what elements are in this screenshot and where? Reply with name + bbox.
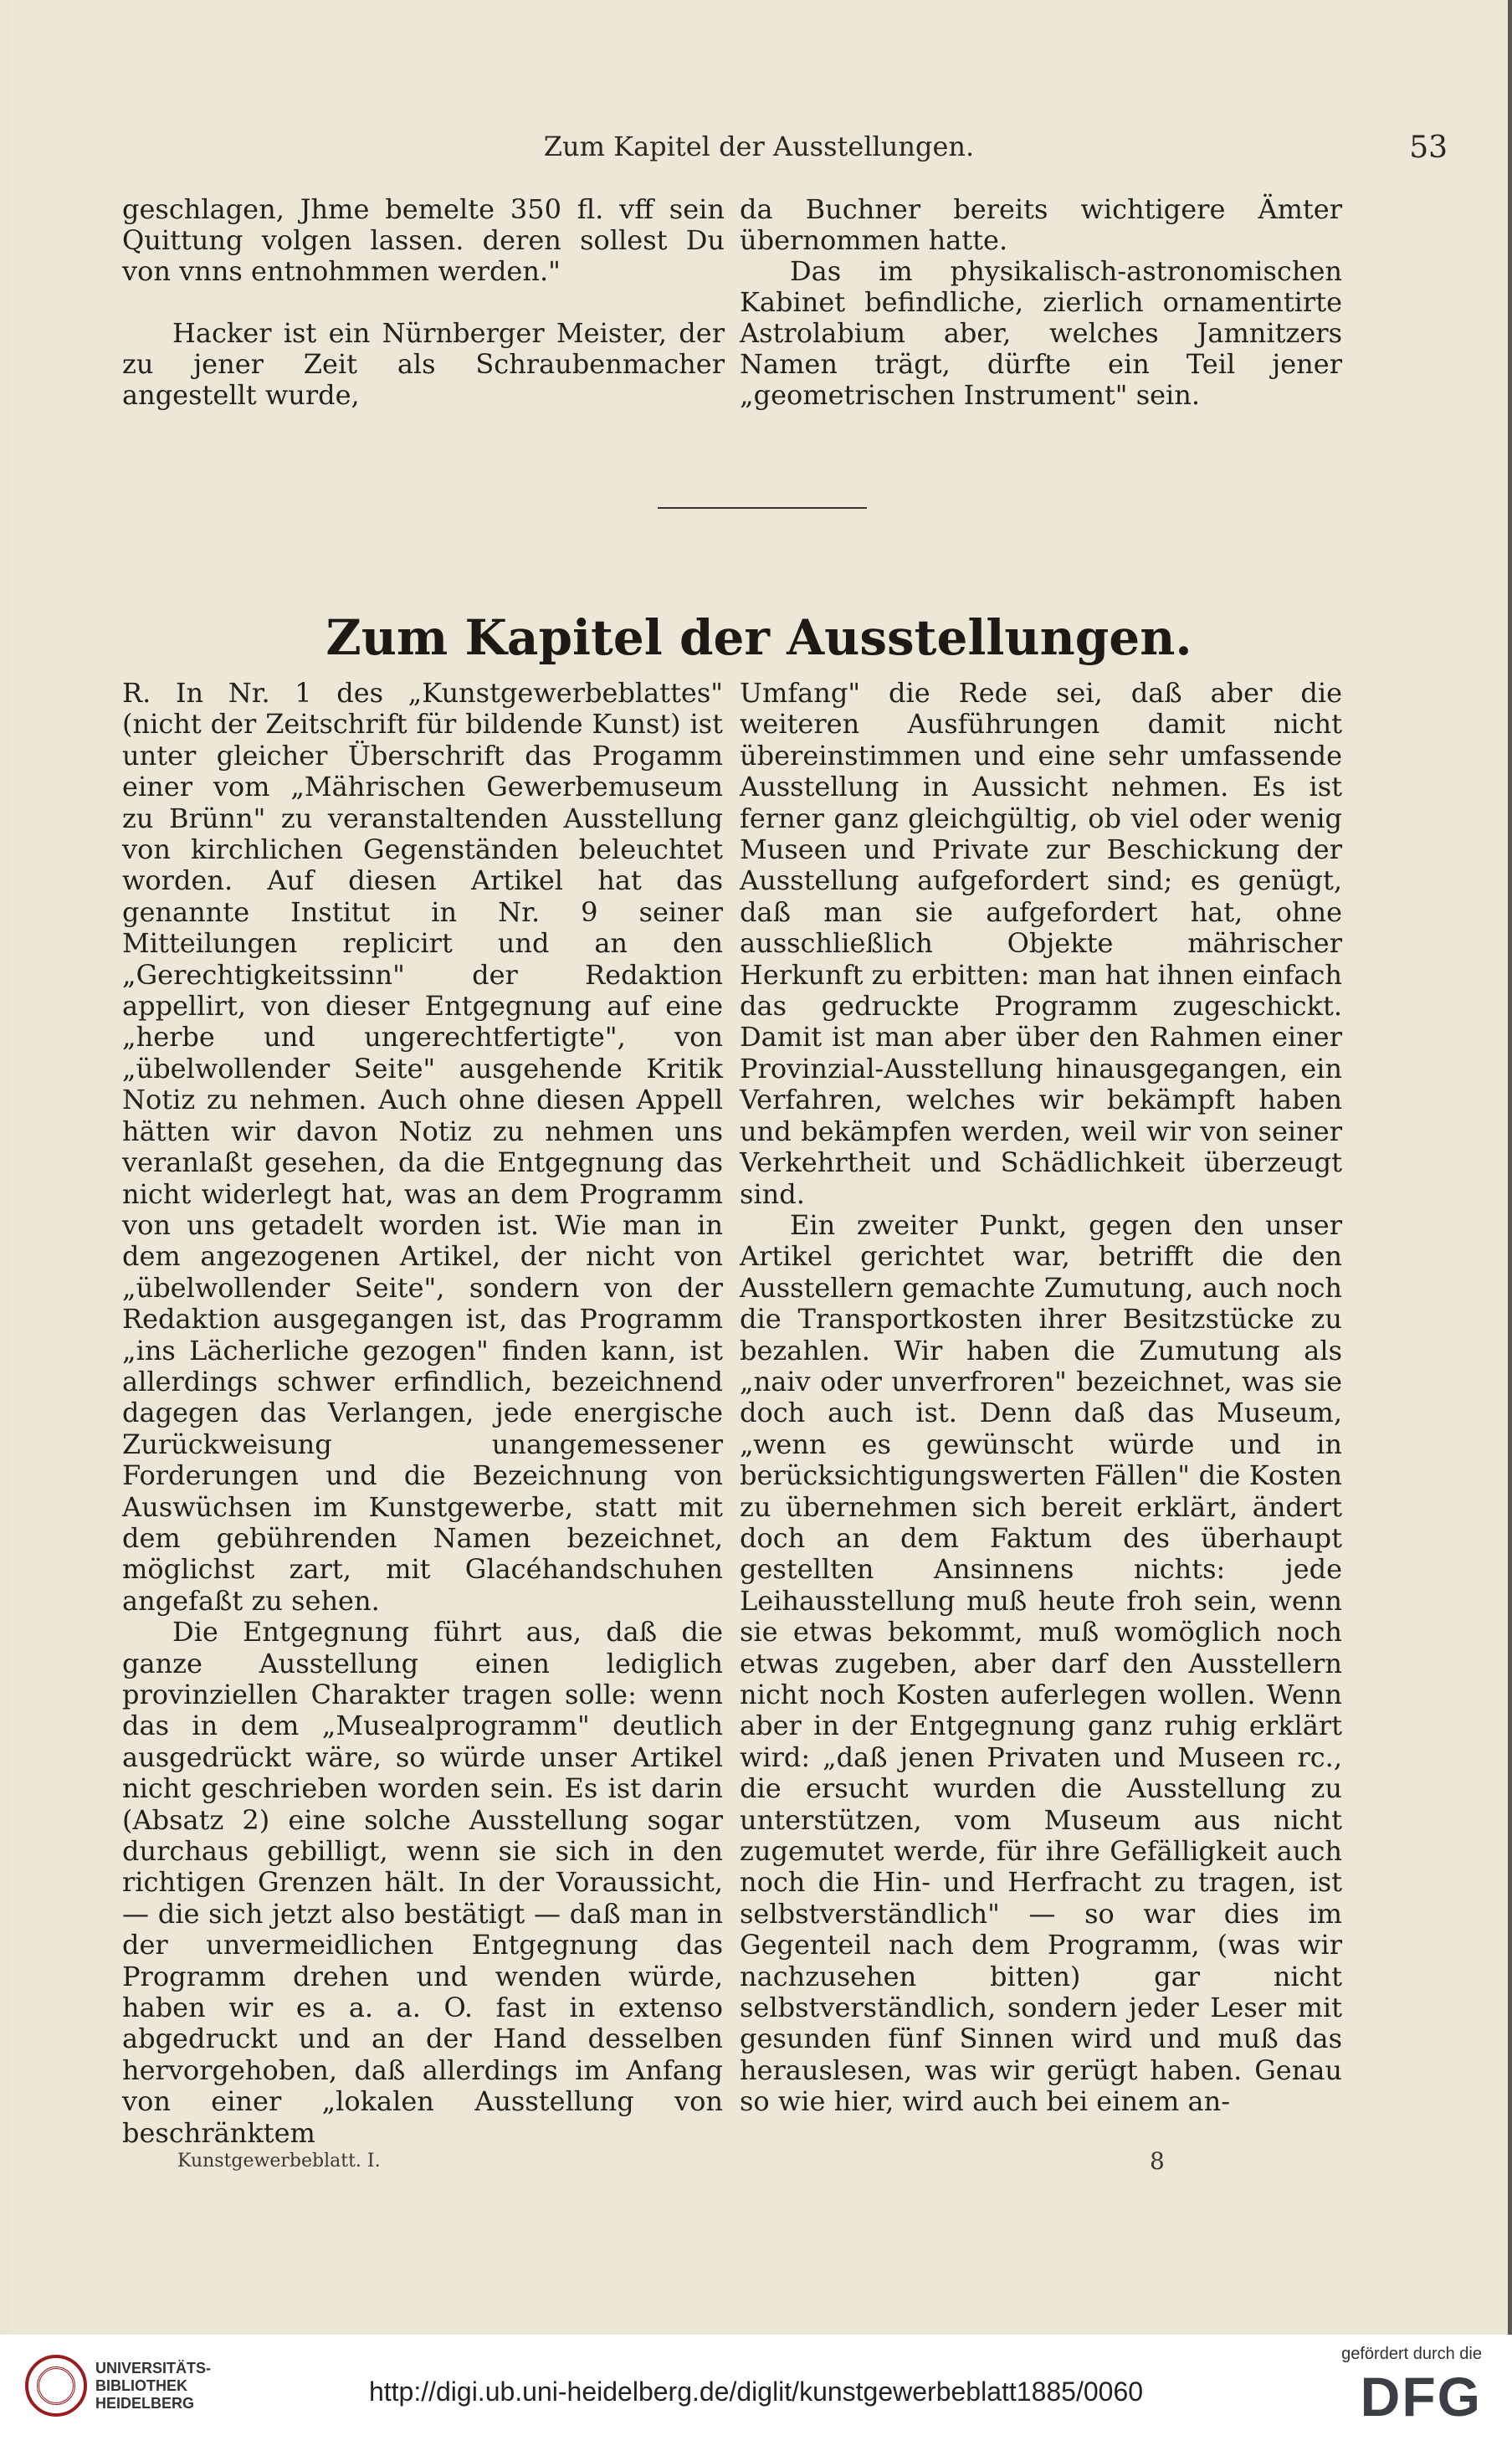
paragraph: Das im physikalisch-astronomischen Kabinet befindliche, zierlich ornamentirte Astrolabium aber, welches Jamnitzers Namen trägt, dürfte ein Teil jener „geometrischen Instrument" sein. bbox=[740, 255, 1342, 411]
paragraph: Die Entgegnung führt aus, daß die ganze Ausstellung einen lediglich provinziellen Charakter tragen solle: wenn das in dem „Musealprogramm" deutlich ausgedrückt wäre, so würde unser Artikel nicht geschrieben worden sein. Es ist darin (Absatz 2) eine solche Ausstellung sogar durchaus gebilligt, wenn sie sich in den richtigen Grenzen hält. In der Voraussicht, — die sich jetzt also bestätigt — daß man in der unvermeidlichen Entgegnung das Programm drehen und wenden würde, haben wir es a. a. O. fast in extenso abgedruckt und an der Hand desselben hervorgehoben, daß allerdings im Anfang von einer „lokalen Ausstellung von beschränktem bbox=[122, 1616, 723, 2149]
funding-label: gefördert durch die bbox=[1341, 2345, 1482, 2363]
paragraph: geschlagen, Jhme bemelte 350 fl. vff sein Quittung volgen lassen. deren sollest Du von vnns entnohmmen werden." bbox=[122, 193, 725, 287]
viewer-footer-bar bbox=[0, 2335, 1512, 2456]
dfg-logo[interactable]: DFG bbox=[1360, 2366, 1482, 2428]
journal-footer: Kunstgewerbeblatt. I. bbox=[177, 2151, 381, 2171]
paragraph: R. In Nr. 1 des „Kunstgewerbeblattes" (nicht der Zeitschrift für bildende Kunst) ist unter gleicher Überschrift das Progamm einer vom „Mährischen Gewerbemuseum zu Brünn" zu veranstaltenden Ausstellung von kirchlichen Gegenständen beleuchtet worden. Auf diesen Artikel hat das genannte Institut in Nr. 9 seiner Mitteilungen replicirt und an den „Gerechtigkeitssinn" der Redaktion appellirt, von dieser Entgegnung auf eine „herbe und ungerechtfertigte", von „übelwollender Seite" ausgehende Kritik Notiz zu nehmen. Auch ohne diesen Appell hätten wir davon Notiz zu nehmen uns veranlaßt gesehen, da die Entgegnung das nicht widerlegt hat, was an dem Programm von uns getadelt worden ist. Wie man in dem angezogenen Artikel, der nicht von „übelwollender Seite", sondern von der Redaktion ausgegangen ist, das Programm „ins Lächerliche gezogen" finden kann, ist allerdings schwer erfindlich, bezeichnend dagegen das Verlangen, jede energische Zurückweisung unangemessener Forderungen und die Bezeichnung von Auswüchsen im Kunstgewerbe, statt mit dem gebührenden Namen bezeichnet, möglichst zart, mit Glacéhandschuhen angefaßt zu sehen. bbox=[122, 677, 723, 1617]
funding-notice bbox=[1341, 2345, 1482, 2426]
article-right-column bbox=[740, 678, 1342, 2118]
paragraph: Umfang" die Rede sei, daß aber die weiteren Ausführungen damit nicht übereinstimmen und eine sehr umfassende Ausstellung in Aussicht nehmen. Es ist ferner ganz gleichgültig, ob viel oder wenig Museen und Private zur Beschickung der Ausstellung aufgefordert sind; es genügt, daß man sie aufgefordert hat, ohne ausschließlich Objekte mährischer Herkunft zu erbitten: man hat ihnen einfach das gedruckte Programm zugeschickt. Damit ist man aber über den Rahmen einer Provinzial-Ausstellung hinausgegangen, ein Verfahren, welches wir bekämpft haben und bekämpfen werden, weil wir von seiner Verkehrtheit und Schädlichkeit überzeugt sind. bbox=[740, 677, 1342, 1210]
permalink-url[interactable]: http://digi.ub.uni-heidelberg.de/diglit/kunstgewerbeblatt1885/0060 bbox=[368, 2377, 1144, 2407]
top-right-column bbox=[740, 194, 1342, 411]
article-heading: Zum Kapitel der Ausstellungen. bbox=[325, 609, 1192, 666]
signature-mark: 8 bbox=[1150, 2147, 1165, 2175]
section-divider bbox=[658, 507, 867, 509]
paragraph: da Buchner bereits wichtigere Ämter übernommen hatte. bbox=[740, 193, 1342, 256]
running-head: Zum Kapitel der Ausstellungen. bbox=[543, 131, 975, 162]
paragraph: Ein zweiter Punkt, gegen den unser Artikel gerichtet war, betrifft die den Ausstellern gemachte Zumutung, auch noch die Transportkosten ihrer Besitzstücke zu bezahlen. Wir haben die Zumutung als „naiv oder unverfroren" bezeichnet, was sie doch auch ist. Denn daß das Museum, „wenn es gewünscht würde und in berücksichtigungswerten Fällen" die Kosten zu übernehmen sich bereit erklärt, ändert doch an dem Faktum des überhaupt gestellten Ansinnens nichts: jede Leihausstellung muß heute froh sein, wenn sie etwas bekommt, muß womöglich noch etwas zugeben, aber darf den Ausstellern nicht noch Kosten auferlegen wollen. Wenn aber in der Entgegnung ganz ruhig erklärt wird: „daß jenen Privaten und Museen rc., die ersucht wurden die Ausstellung zu unterstützen, vom Museum aus nicht zugemutet werde, für ihre Gefälligkeit auch noch die Hin- und Herfracht zu tragen, ist selbstverständlich" — so war dies im Gegenteil nach dem Programm, (was wir nachzusehen bitten) gar nicht selbstverständlich, sondern jeder Leser mit gesunden fünf Sinnen wird und muß das herauslesen, was wir gerügt haben. Genau so wie hier, wird auch bei einem an- bbox=[740, 1208, 1342, 2118]
paragraph: Hacker ist ein Nürnberger Meister, der zu jener Zeit als Schraubenmacher angestellt wurde, bbox=[122, 317, 725, 411]
article-left-column bbox=[122, 678, 723, 2149]
library-name-line: HEIDELBERG bbox=[95, 2394, 195, 2412]
top-left-column bbox=[122, 194, 725, 411]
library-name-line: BIBLIOTHEK bbox=[95, 2377, 187, 2394]
book-page bbox=[10, 0, 1512, 2335]
library-name-line: UNIVERSITÄTS- bbox=[95, 2359, 212, 2377]
page-number: 53 bbox=[1409, 131, 1448, 165]
